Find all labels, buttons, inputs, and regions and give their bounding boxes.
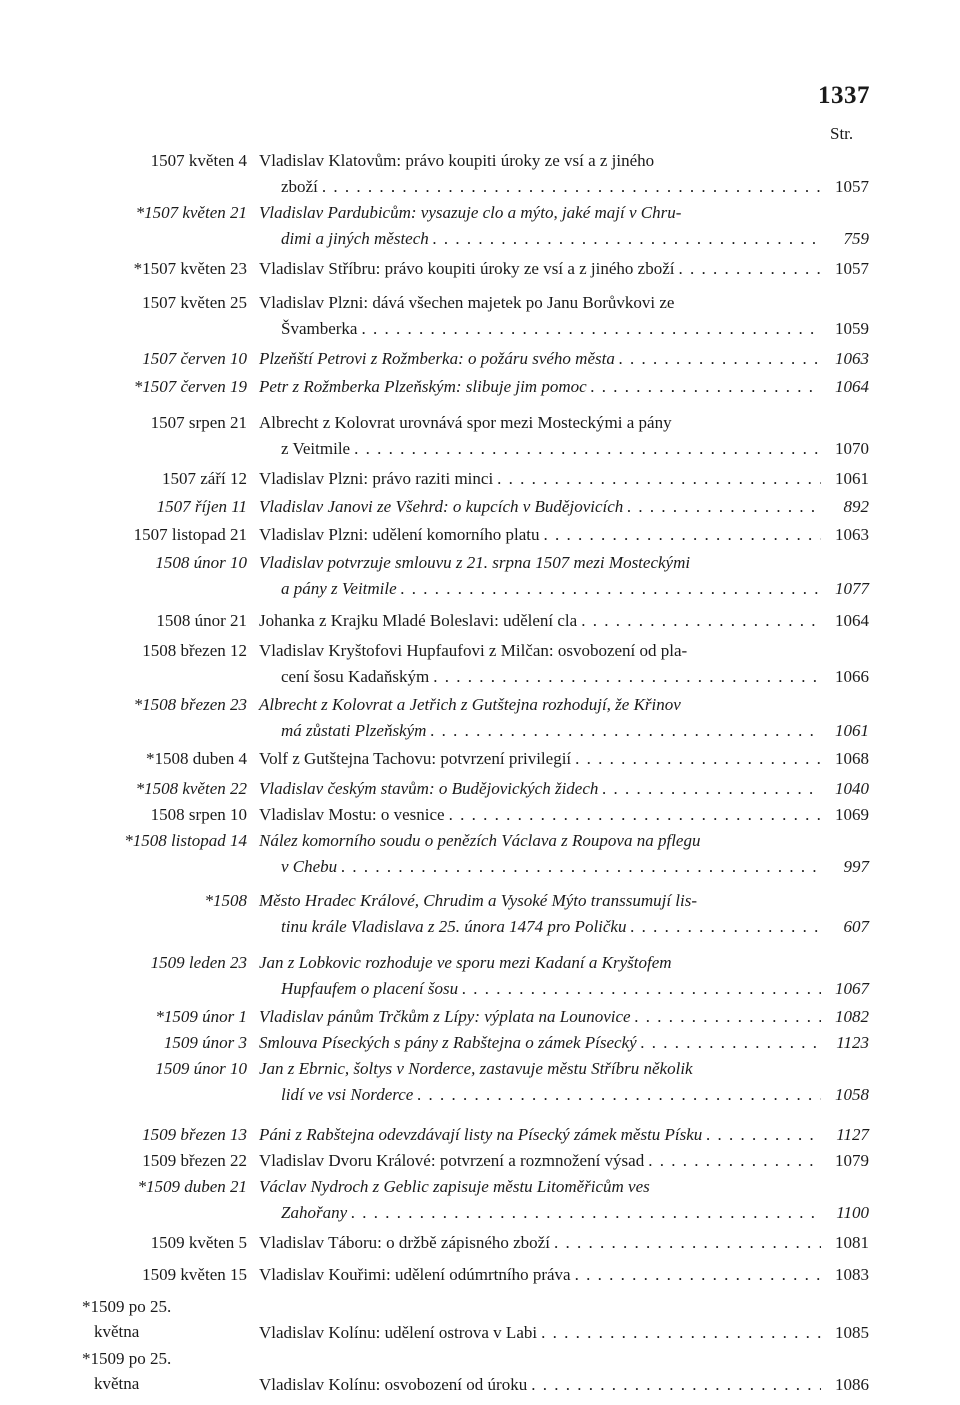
entry-body — [259, 1056, 869, 1108]
entry-date: *1509 po 25. května — [82, 1297, 172, 1341]
entry-date: 1507 listopad 21 — [133, 525, 247, 544]
entry-date: 1509 leden 23 — [150, 953, 247, 972]
entry-line — [259, 802, 869, 828]
entry-line — [259, 608, 869, 634]
entry-date: *1508 květen 22 — [135, 779, 247, 798]
entry-text: cení šosu Kadaňským — [281, 667, 430, 686]
dot-leader — [397, 576, 821, 602]
entry-body — [259, 466, 869, 492]
entry-line — [259, 1122, 869, 1148]
entry-text: Vladislav Táboru: o držbě zápisného zboží — [259, 1233, 550, 1252]
index-entry — [0, 1148, 960, 1174]
entry-line — [259, 746, 869, 772]
entry-date: *1508 březen 23 — [133, 695, 247, 714]
entry-page-number: 1077 — [835, 579, 869, 598]
index-entry — [0, 1297, 960, 1346]
entry-body — [259, 346, 869, 372]
entry-body — [259, 256, 869, 282]
entry-text: Hupfaufem o placení šosu — [281, 979, 459, 998]
entry-text: Jan z Ebrnic, šoltys v Norderce, zastavuje městu Stříbru několik — [259, 1059, 693, 1078]
entry-line — [259, 776, 869, 802]
entry-body — [259, 802, 869, 828]
dot-leader — [458, 976, 821, 1002]
index-entry — [0, 888, 960, 940]
entry-body — [259, 692, 869, 744]
entry-line — [259, 718, 869, 744]
entry-page-number: 1061 — [835, 721, 869, 740]
entry-page-number: 1081 — [835, 1233, 869, 1252]
entry-body — [259, 1030, 869, 1056]
index-entry — [0, 374, 960, 400]
entry-page-number: 1079 — [835, 1151, 869, 1170]
entry-page-number: 1069 — [835, 805, 869, 824]
entry-date: 1509 únor 10 — [155, 1059, 247, 1078]
dot-leader — [537, 1320, 821, 1346]
entry-text: Vladislav Plzni: udělení komorního platu — [259, 525, 540, 544]
index-entry — [0, 608, 960, 634]
entry-body — [259, 522, 869, 548]
index-entry — [0, 828, 960, 880]
entry-line — [259, 226, 869, 252]
entry-page-number: 1083 — [835, 1265, 869, 1284]
entry-text: Vladislav Mostu: o vesnice — [259, 805, 445, 824]
entry-body — [259, 148, 869, 200]
entry-body — [259, 746, 869, 772]
index-entry — [0, 494, 960, 520]
dot-leader — [445, 802, 821, 828]
entry-text: Petr z Rožmberka Plzeňským: slibuje jim pomoc — [259, 377, 587, 396]
entry-page-number: 1068 — [835, 749, 869, 768]
entry-line — [259, 692, 869, 718]
entry-line — [259, 638, 869, 664]
entry-line — [259, 200, 869, 226]
page-column-label: Str. — [830, 124, 854, 143]
entry-page-number: 607 — [843, 917, 869, 936]
entry-line — [259, 664, 869, 690]
dot-leader — [550, 1230, 821, 1256]
entry-text: v Chebu — [281, 857, 338, 876]
entry-text: Jan z Lobkovic rozhoduje ve sporu mezi Kadaní a Kryštofem — [259, 953, 672, 972]
index-entry — [0, 638, 960, 690]
entry-line — [259, 436, 869, 462]
entry-line — [259, 522, 869, 548]
dot-leader — [429, 664, 821, 690]
entry-page-number: 1123 — [836, 1033, 869, 1052]
entry-text: Vladislav Kolínu: osvobození od úroku — [259, 1375, 528, 1394]
entry-line — [259, 550, 869, 576]
dot-leader — [615, 346, 821, 372]
dot-leader — [347, 1200, 821, 1226]
entry-page-number: 1040 — [835, 779, 869, 798]
entry-body — [259, 608, 869, 634]
entry-text: Vladislav Dvoru Králové: potvrzení a rozmnožení výsad — [259, 1151, 645, 1170]
entry-date: 1509 březen 13 — [142, 1125, 247, 1144]
entry-page-number: 759 — [843, 229, 869, 248]
dot-leader — [318, 174, 821, 200]
entry-line — [259, 316, 869, 342]
entry-body — [259, 550, 869, 602]
index-entry — [0, 1122, 960, 1148]
entry-page-number: 1058 — [835, 1085, 869, 1104]
index-entry — [0, 1056, 960, 1108]
index-entry — [0, 466, 960, 492]
index-entry — [0, 1174, 960, 1226]
entry-date: 1509 březen 22 — [142, 1151, 247, 1170]
entry-date: 1507 září 12 — [162, 469, 247, 488]
dot-leader — [350, 436, 821, 462]
entry-text: Albrecht z Kolovrat a Jetřich z Gutštejna rozhodují, že Křinov — [259, 695, 681, 714]
entry-date: 1507 říjen 11 — [156, 497, 247, 516]
index-entry — [0, 950, 960, 1002]
entry-body — [259, 1122, 869, 1148]
dot-leader — [493, 466, 821, 492]
dot-leader — [429, 226, 821, 252]
entry-page-number: 892 — [843, 497, 869, 516]
dot-leader — [577, 608, 821, 634]
dot-leader — [413, 1082, 821, 1108]
entry-body — [259, 888, 869, 940]
entry-text: Vladislav Pardubicům: vysazuje clo a mýto, jaké mají v Chru- — [259, 203, 682, 222]
dot-leader — [571, 746, 821, 772]
index-entry — [0, 1230, 960, 1256]
index-entry — [0, 290, 960, 342]
entry-date: 1508 březen 12 — [142, 641, 247, 660]
dot-leader — [337, 854, 821, 880]
dot-leader — [626, 914, 821, 940]
entry-line — [259, 1200, 869, 1226]
dot-leader — [702, 1122, 821, 1148]
entry-date: 1507 srpen 21 — [150, 413, 247, 432]
index-entry — [0, 776, 960, 802]
dot-leader — [587, 374, 821, 400]
entry-body — [259, 1262, 869, 1288]
dot-leader — [637, 1030, 821, 1056]
entry-body — [259, 410, 869, 462]
entry-text: Páni z Rabštejna odevzdávají listy na Písecký zámek městu Písku — [259, 1125, 703, 1144]
entry-text: má zůstati Plzeňským — [281, 721, 427, 740]
entry-text: Vladislav pánům Trčkům z Lípy: výplata na Lounovice — [259, 1007, 631, 1026]
index-entry — [0, 522, 960, 548]
entry-date: 1509 únor 3 — [163, 1033, 247, 1052]
entry-text: dimi a jiných městech — [281, 229, 429, 248]
entry-page-number: 1082 — [835, 1007, 869, 1026]
entry-line — [259, 828, 869, 854]
entry-text: Vladislav Plzni: dává všechen majetek po Janu Borůvkovi ze — [259, 293, 675, 312]
entry-body — [259, 638, 869, 690]
entry-body — [259, 1372, 869, 1398]
entry-text: Volf z Gutštejna Tachovu: potvrzení privilegií — [259, 749, 572, 768]
index-entry — [0, 346, 960, 372]
entry-text: z Veitmile — [281, 439, 351, 458]
entry-text: tinu krále Vladislava z 25. února 1474 pro Poličku — [281, 917, 627, 936]
entry-line — [259, 1372, 869, 1398]
entry-text: Vladislav českým stavům: o Budějovických židech — [259, 779, 599, 798]
index-entry — [0, 802, 960, 828]
index-entry — [0, 550, 960, 602]
entry-page-number: 1066 — [835, 667, 869, 686]
entry-body — [259, 200, 869, 252]
entry-line — [259, 466, 869, 492]
dot-leader — [357, 316, 821, 342]
entry-line — [259, 1262, 869, 1288]
entry-body — [259, 374, 869, 400]
entry-page-number: 1085 — [835, 1323, 869, 1342]
entry-line — [259, 256, 869, 282]
entry-page-number: 1057 — [835, 177, 869, 196]
page-number: 1337 — [818, 82, 870, 109]
index-entry — [0, 256, 960, 282]
entry-body — [259, 494, 869, 520]
entry-text: Smlouva Píseckých s pány z Rabštejna o zámek Písecký — [259, 1033, 637, 1052]
entry-text: Švamberka — [281, 319, 358, 338]
entry-page-number: 1067 — [835, 979, 869, 998]
entry-page-number: 1064 — [835, 377, 869, 396]
entry-body — [259, 1148, 869, 1174]
entry-page-number: 1064 — [835, 611, 869, 630]
entry-page-number: 1059 — [835, 319, 869, 338]
entry-line — [259, 976, 869, 1002]
entry-list — [0, 148, 960, 1398]
entry-text: Vladislav Stříbru: právo koupiti úroky ze vsí a z jiného zboží — [259, 259, 675, 278]
entry-text: Zahořany — [281, 1203, 348, 1222]
index-entry — [0, 200, 960, 252]
index-entry — [0, 1004, 960, 1030]
entry-line — [259, 374, 869, 400]
entry-body — [259, 290, 869, 342]
index-entry — [0, 148, 960, 200]
dot-leader — [598, 776, 821, 802]
entry-date: 1507 květen 4 — [150, 151, 247, 170]
entry-line — [259, 1230, 869, 1256]
entry-body — [259, 950, 869, 1002]
entry-line — [259, 148, 869, 174]
entry-page-number: 1057 — [835, 259, 869, 278]
entry-line — [259, 1030, 869, 1056]
entry-line — [259, 290, 869, 316]
entry-body — [259, 1320, 869, 1346]
entry-line — [259, 494, 869, 520]
dot-leader — [631, 1004, 821, 1030]
entry-page-number: 997 — [843, 857, 869, 876]
entry-text: Vladislav Plzni: právo raziti minci — [259, 469, 494, 488]
entry-body — [259, 828, 869, 880]
entry-date: 1509 květen 5 — [150, 1233, 247, 1252]
entry-line — [259, 914, 869, 940]
entry-page-number: 1061 — [835, 469, 869, 488]
entry-text: a pány z Veitmile — [281, 579, 397, 598]
entry-date: 1507 květen 25 — [142, 293, 247, 312]
entry-body — [259, 776, 869, 802]
entry-text: Vladislav potvrzuje smlouvu z 21. srpna 1507 mezi Mosteckými — [259, 553, 691, 572]
index-entry — [0, 692, 960, 744]
entry-line — [259, 1082, 869, 1108]
entry-page-number: 1063 — [835, 349, 869, 368]
entry-text: lidí ve vsi Norderce — [281, 1085, 414, 1104]
entry-text: Plzeňští Petrovi z Rožmberka: o požáru svého města — [259, 349, 615, 368]
dot-leader — [527, 1372, 821, 1398]
entry-text: zboží — [281, 177, 318, 196]
entry-line — [259, 1174, 869, 1200]
entry-text: Vladislav Janovi ze Všehrd: o kupcích v Budějovicích — [259, 497, 624, 516]
entry-date: 1508 srpen 10 — [150, 805, 247, 824]
entry-line — [259, 1148, 869, 1174]
entry-body — [259, 1174, 869, 1226]
entry-text: Město Hradec Králové, Chrudim a Vysoké Mýto transsumují lis- — [259, 891, 698, 910]
entry-page-number: 1070 — [835, 439, 869, 458]
entry-date: 1509 květen 15 — [142, 1265, 247, 1284]
entry-text: Nález komorního soudu o penězích Václava z Roupova na pflegu — [259, 831, 701, 850]
entry-page-number: 1086 — [835, 1375, 869, 1394]
entry-text: Václav Nydroch z Geblic zapisuje městu Litoměřicům ves — [259, 1177, 650, 1196]
dot-leader — [571, 1262, 821, 1288]
entry-date: *1509 po 25. května — [82, 1349, 172, 1393]
entry-line — [259, 576, 869, 602]
entry-line — [259, 1056, 869, 1082]
dot-leader — [426, 718, 821, 744]
entry-line — [259, 950, 869, 976]
entry-date: *1509 únor 1 — [155, 1007, 247, 1026]
entry-line — [259, 174, 869, 200]
entry-date: *1507 květen 21 — [135, 203, 247, 222]
entry-text: Vladislav Klatovům: právo koupiti úroky ze vsí a z jiného — [259, 151, 655, 170]
entry-line — [259, 410, 869, 436]
entry-page-number: 1127 — [836, 1125, 869, 1144]
entry-text: Vladislav Kolínu: udělení ostrova v Labi — [259, 1323, 538, 1342]
entry-text: Albrecht z Kolovrat urovnává spor mezi Mosteckými a pány — [259, 413, 672, 432]
entry-date: *1509 duben 21 — [137, 1177, 247, 1196]
dot-leader — [644, 1148, 821, 1174]
entry-line — [259, 888, 869, 914]
index-entry — [0, 1349, 960, 1398]
entry-line — [259, 854, 869, 880]
entry-text: Vladislav Kryštofovi Hupfaufovi z Milčan: osvobození od pla- — [259, 641, 688, 660]
index-entry — [0, 1030, 960, 1056]
entry-date: *1507 červen 19 — [133, 377, 247, 396]
entry-line — [259, 1004, 869, 1030]
entry-text: Vladislav Kouřimi: udělení odúmrtního práva — [259, 1265, 571, 1284]
index-entry — [0, 1262, 960, 1288]
entry-date: 1508 únor 10 — [155, 553, 247, 572]
entry-line — [259, 346, 869, 372]
entry-date: *1508 — [204, 891, 247, 910]
entry-line — [259, 1320, 869, 1346]
entry-body — [259, 1230, 869, 1256]
index-entry — [0, 746, 960, 772]
entry-date: *1508 listopad 14 — [124, 831, 247, 850]
entry-page-number: 1100 — [836, 1203, 869, 1222]
entry-page-number: 1063 — [835, 525, 869, 544]
entry-date: 1508 únor 21 — [156, 611, 247, 630]
entry-date: *1508 duben 4 — [145, 749, 247, 768]
entry-body — [259, 1004, 869, 1030]
entry-date: 1507 červen 10 — [142, 349, 247, 368]
entry-text: Johanka z Krajku Mladé Boleslavi: udělení cla — [259, 611, 578, 630]
index-entry — [0, 410, 960, 462]
dot-leader — [539, 522, 821, 548]
dot-leader — [674, 256, 821, 282]
entry-date: *1507 květen 23 — [133, 259, 247, 278]
dot-leader — [623, 494, 821, 520]
